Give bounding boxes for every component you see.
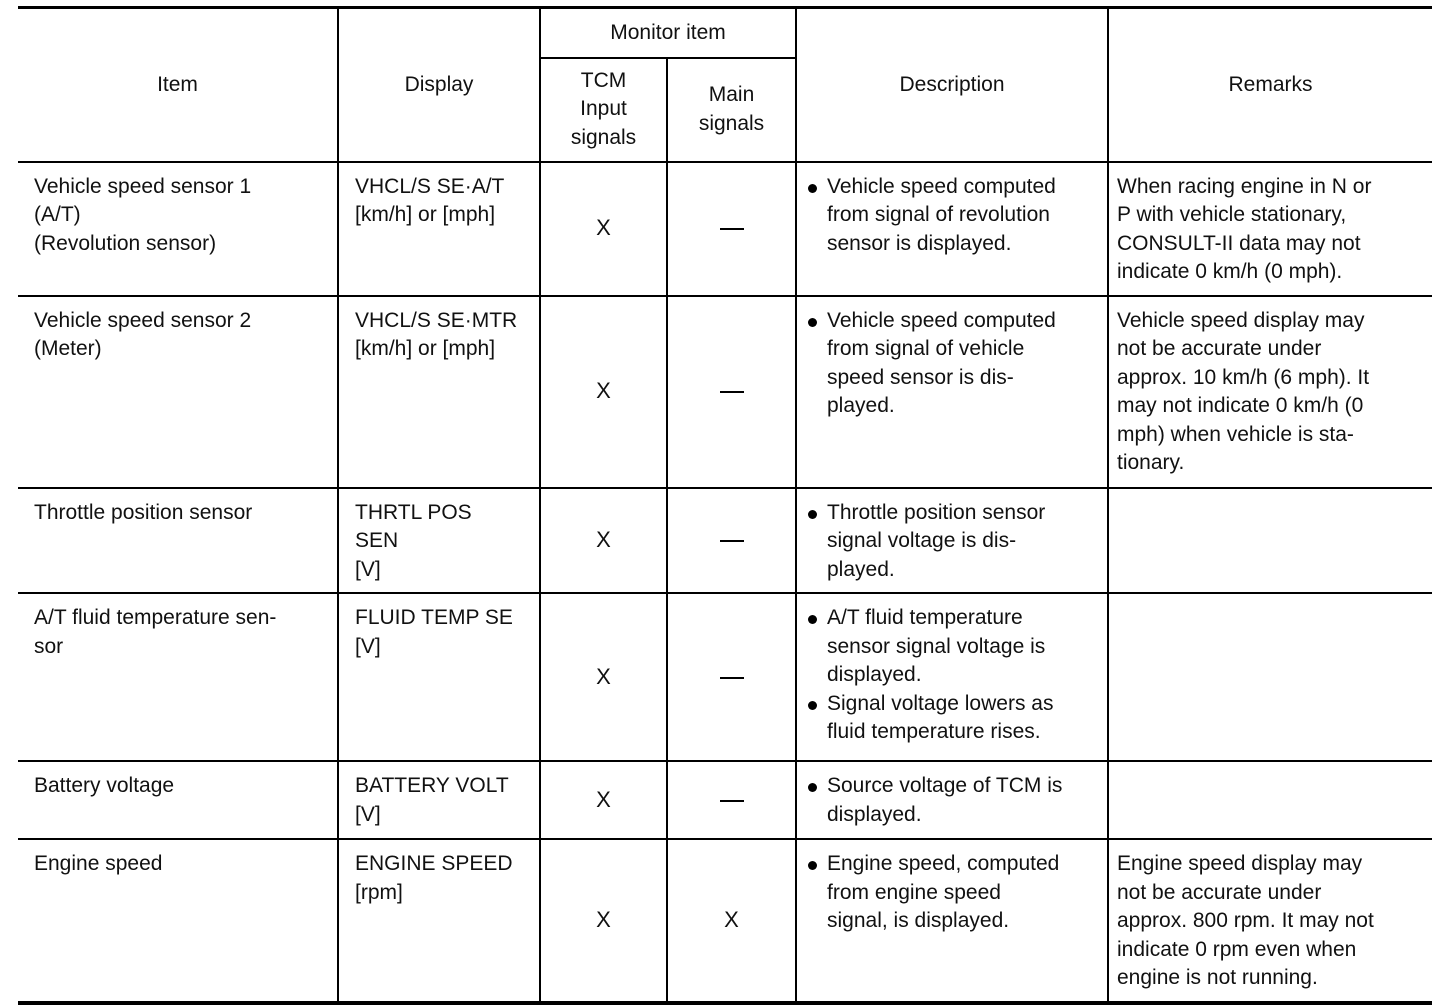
display-cell xyxy=(338,162,540,296)
text-line: BATTERY VOLT xyxy=(355,774,509,797)
tcm-input-mark-cell xyxy=(540,839,667,1003)
text-line: indicate 0 rpm even when xyxy=(1117,937,1357,961)
text-line: displayed. xyxy=(827,663,922,686)
text-line: (Revolution sensor) xyxy=(34,231,217,255)
text-line: indicate 0 km/h (0 mph). xyxy=(1117,260,1343,283)
text-line: (A/T) xyxy=(34,203,81,226)
x-mark: X xyxy=(596,378,611,404)
table-row xyxy=(18,488,1432,594)
bullet-item xyxy=(827,690,1091,747)
bullet-item xyxy=(827,604,1091,690)
item-cell xyxy=(18,162,338,296)
remarks-cell xyxy=(1108,839,1432,1003)
description-bullets xyxy=(807,173,1091,259)
text-line: sensor signal voltage is xyxy=(827,634,1046,658)
dash-mark xyxy=(720,540,744,542)
text-line: signal, is displayed. xyxy=(827,909,1010,932)
text-line: may not indicate 0 km/h (0 xyxy=(1117,394,1364,417)
item-cell xyxy=(18,839,338,1003)
main-signal-mark-cell xyxy=(667,761,796,839)
remarks-cell xyxy=(1108,488,1432,594)
text-line: displayed. xyxy=(827,802,922,826)
text-line: [rpm] xyxy=(355,880,403,904)
text-line: Vehicle speed computed xyxy=(827,174,1056,198)
text-line: Vehicle speed sensor 2 xyxy=(34,308,252,332)
tcm-input-mark-cell xyxy=(540,761,667,839)
table-row xyxy=(18,162,1432,296)
description-cell xyxy=(796,296,1108,488)
text-line: played. xyxy=(827,394,895,417)
description-cell xyxy=(796,488,1108,594)
x-mark: X xyxy=(596,907,611,932)
x-mark: X xyxy=(596,215,611,241)
text-line: played. xyxy=(827,557,895,581)
remarks-cell xyxy=(1108,296,1432,488)
text-line: approx. 800 rpm. It may not xyxy=(1117,909,1374,932)
text-line: THRTL POS xyxy=(355,500,472,524)
text-line: not be accurate under xyxy=(1117,337,1322,360)
header-remarks: Remarks xyxy=(1108,8,1432,162)
dash-mark xyxy=(720,391,744,393)
header-main-signals: Main signals xyxy=(667,58,796,162)
table-row xyxy=(18,593,1432,761)
text-line: approx. 10 km/h (6 mph). It xyxy=(1117,365,1370,389)
text-line: Vehicle speed computed xyxy=(827,308,1056,332)
text-line: A/T fluid temperature sen- xyxy=(34,606,277,629)
text-line: Vehicle speed display may xyxy=(1117,308,1365,332)
tcm-input-mark-cell xyxy=(540,593,667,761)
monitor-item-table xyxy=(18,6,1432,1005)
display-cell xyxy=(338,839,540,1003)
header-monitor-item: Monitor item xyxy=(540,8,796,58)
text-line: from engine speed xyxy=(827,880,1001,904)
header-tcm-input-signals: TCM Input signals xyxy=(540,58,667,162)
display-cell xyxy=(338,488,540,594)
description-bullets xyxy=(807,604,1091,747)
remarks-cell xyxy=(1108,162,1432,296)
description-cell xyxy=(796,839,1108,1003)
main-signal-mark-cell xyxy=(667,839,796,1003)
item-cell xyxy=(18,488,338,594)
x-mark: X xyxy=(596,663,611,689)
text-line: Engine speed xyxy=(34,852,163,875)
dash-mark xyxy=(720,800,744,802)
description-cell xyxy=(796,593,1108,761)
text-line: Signal voltage lowers as xyxy=(827,691,1054,715)
tcm-input-mark-cell xyxy=(540,488,667,594)
text-line: mph) when vehicle is sta- xyxy=(1117,422,1354,446)
header-item: Item xyxy=(18,8,338,162)
tcm-input-mark-cell xyxy=(540,296,667,488)
text-line: Source voltage of TCM is xyxy=(827,774,1063,797)
table-body xyxy=(18,162,1432,1003)
header-display: Display xyxy=(338,8,540,162)
dash-mark xyxy=(720,228,744,230)
text-line: engine is not running. xyxy=(1117,966,1318,989)
table-row xyxy=(18,839,1432,1003)
table-row xyxy=(18,761,1432,839)
tcm-input-mark-cell xyxy=(540,162,667,296)
text-line: (Meter) xyxy=(34,337,102,360)
item-cell xyxy=(18,593,338,761)
text-line: [V] xyxy=(355,634,381,658)
main-signal-mark-cell xyxy=(667,296,796,488)
description-bullets xyxy=(807,850,1091,936)
item-cell xyxy=(18,761,338,839)
display-cell xyxy=(338,761,540,839)
text-line: FLUID TEMP SE xyxy=(355,606,513,629)
text-line: speed sensor is dis- xyxy=(827,365,1014,389)
text-line: tionary. xyxy=(1117,451,1185,474)
item-cell xyxy=(18,296,338,488)
text-line: Battery voltage xyxy=(34,774,175,797)
text-line: [km/h] or [mph] xyxy=(355,337,496,360)
text-line: [V] xyxy=(355,802,381,826)
bullet-item xyxy=(827,173,1091,259)
text-line: not be accurate under xyxy=(1117,880,1322,904)
text-line: P with vehicle stationary, xyxy=(1117,203,1347,226)
x-mark: X xyxy=(596,786,611,812)
text-line: SEN xyxy=(355,529,399,552)
remarks-cell xyxy=(1108,593,1432,761)
description-bullets xyxy=(807,307,1091,421)
text-line: from signal of revolution xyxy=(827,203,1050,226)
main-signal-mark-cell xyxy=(667,593,796,761)
bullet-item xyxy=(827,307,1091,421)
text-line: from signal of vehicle xyxy=(827,337,1025,360)
text-line: Vehicle speed sensor 1 xyxy=(34,174,252,198)
main-signal-mark-cell xyxy=(667,488,796,594)
table-row xyxy=(18,296,1432,488)
bullet-item xyxy=(827,499,1091,585)
description-bullets xyxy=(807,499,1091,585)
main-signal-mark-cell xyxy=(667,162,796,296)
text-line: Throttle position sensor xyxy=(34,500,253,524)
bullet-item xyxy=(827,772,1091,829)
description-cell xyxy=(796,162,1108,296)
text-line: When racing engine in N or xyxy=(1117,174,1372,198)
display-cell xyxy=(338,296,540,488)
text-line: [km/h] or [mph] xyxy=(355,203,496,226)
text-line: sensor is displayed. xyxy=(827,231,1012,255)
x-mark: X xyxy=(596,527,611,552)
remarks-cell xyxy=(1108,761,1432,839)
text-line: Engine speed display may xyxy=(1117,852,1363,875)
description-cell xyxy=(796,761,1108,839)
text-line: fluid temperature rises. xyxy=(827,720,1041,743)
text-line: signal voltage is dis- xyxy=(827,529,1017,552)
header-description: Description xyxy=(796,8,1108,162)
dash-mark xyxy=(720,677,744,679)
text-line: VHCL/S SE·A/T xyxy=(355,174,505,198)
x-mark: X xyxy=(724,907,739,932)
description-bullets xyxy=(807,772,1091,829)
text-line: Engine speed, computed xyxy=(827,852,1060,875)
display-cell xyxy=(338,593,540,761)
text-line: VHCL/S SE·MTR xyxy=(355,308,518,332)
text-line: Throttle position sensor xyxy=(827,500,1046,524)
text-line: sor xyxy=(34,634,64,658)
text-line: [V] xyxy=(355,557,381,581)
bullet-item xyxy=(827,850,1091,936)
text-line: A/T fluid temperature xyxy=(827,606,1023,629)
table-header xyxy=(18,8,1432,162)
text-line: ENGINE SPEED xyxy=(355,852,513,875)
text-line: CONSULT-II data may not xyxy=(1117,231,1361,255)
